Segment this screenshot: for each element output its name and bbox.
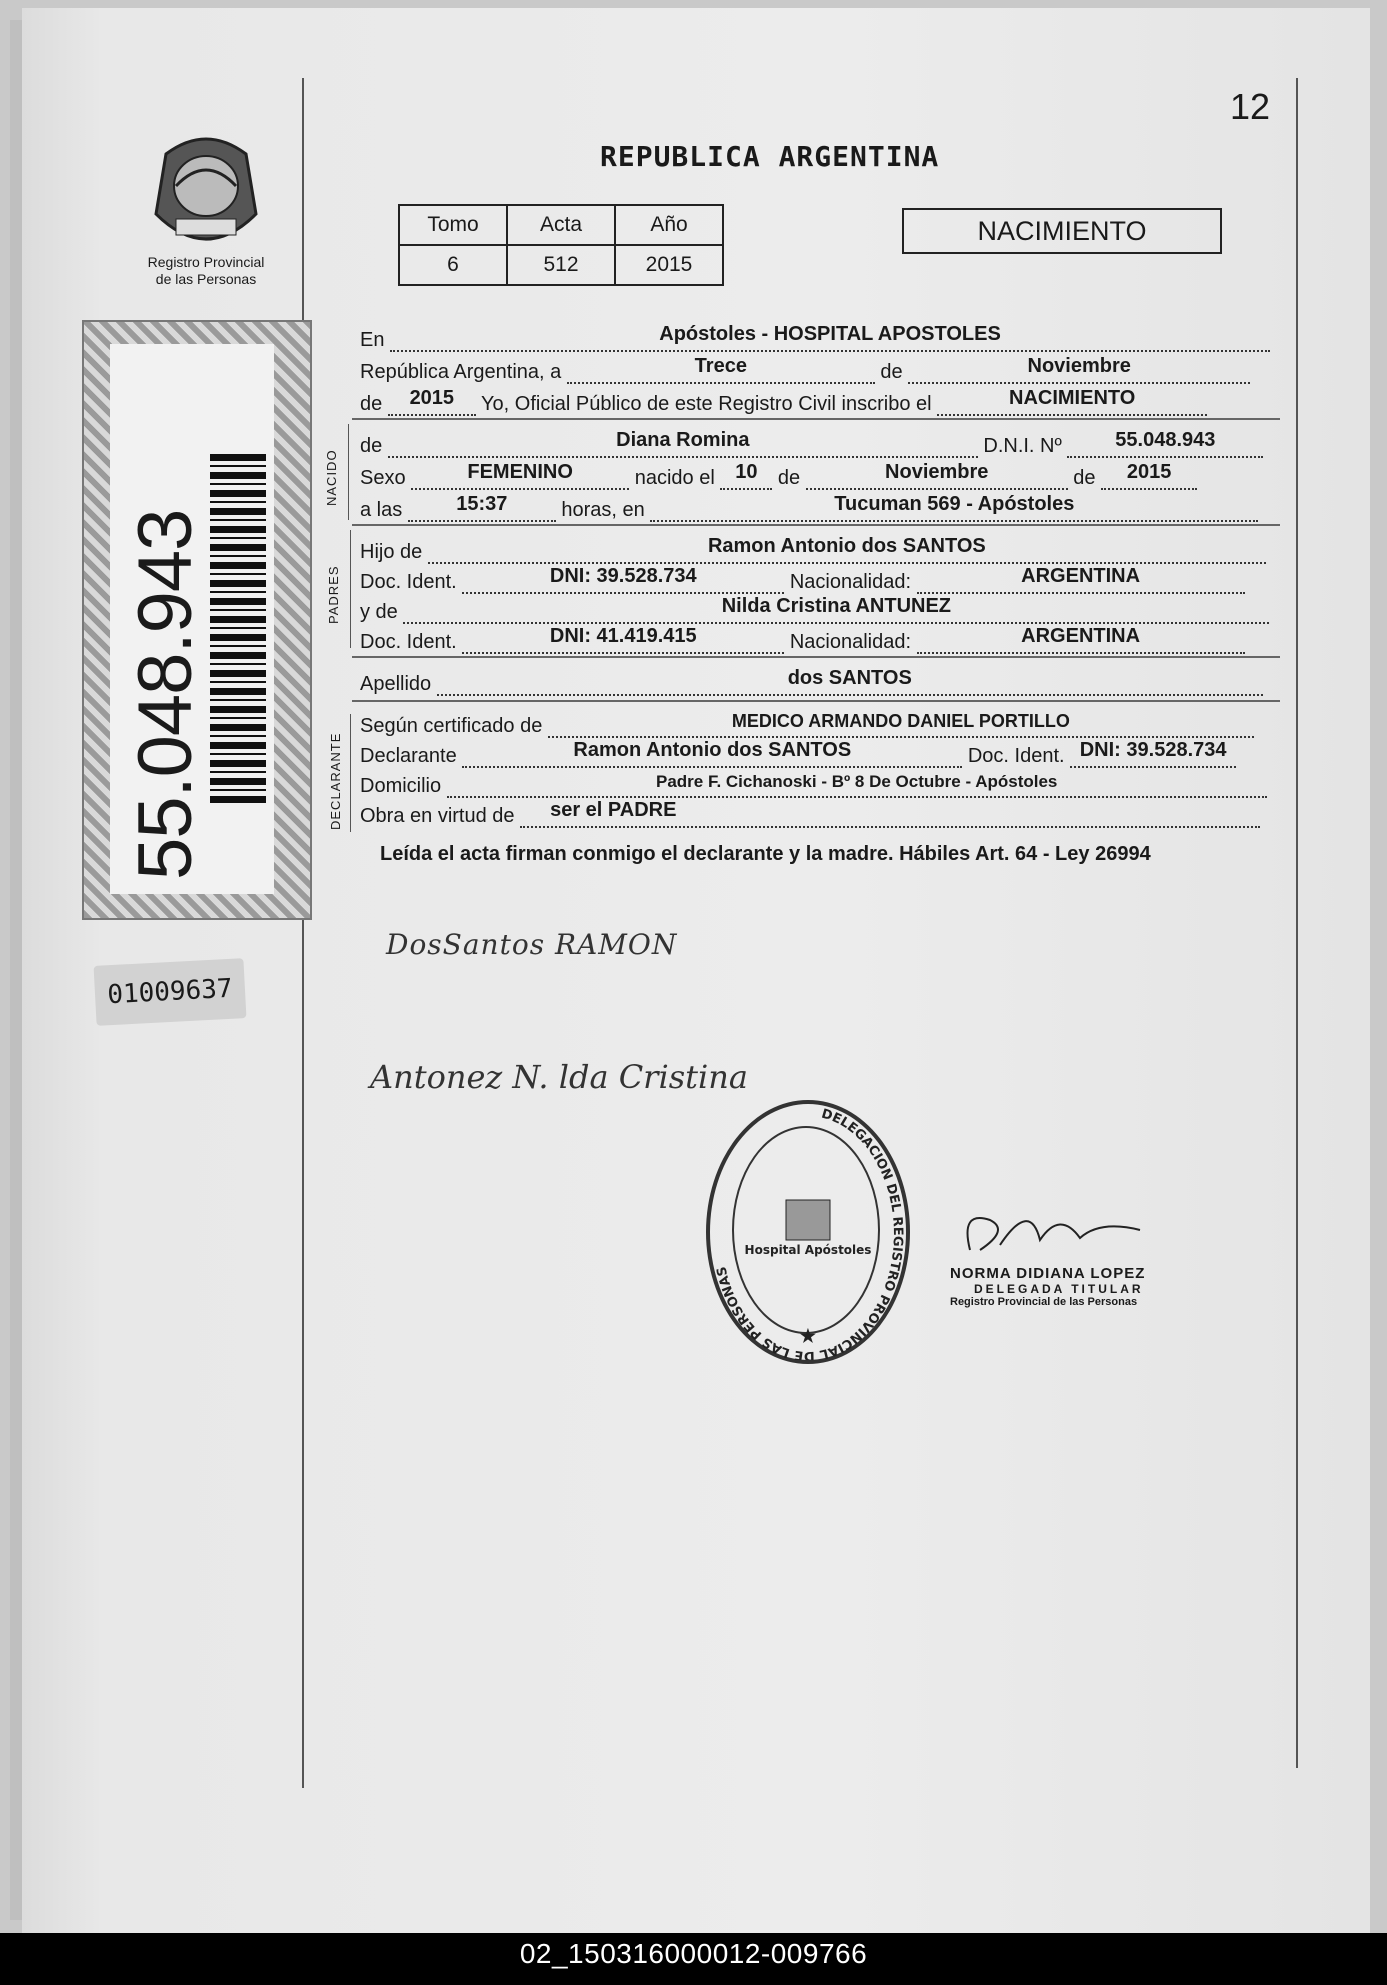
- value-madre-nac: ARGENTINA: [1021, 625, 1141, 647]
- legal-note: Leída el acta firman conmigo el declarante y la madre. Hábiles Art. 64 - Ley 26994: [380, 843, 1151, 865]
- divider-1: [352, 418, 1280, 420]
- row-padre-doc: [360, 565, 1245, 594]
- label-madre-nac: Nacionalidad:: [789, 631, 912, 653]
- value-apellido: dos SANTOS: [787, 667, 912, 689]
- value-padre: Ramon Antonio dos SANTOS: [707, 535, 986, 557]
- field-nombre: [388, 429, 978, 458]
- label-padre-nac: Nacionalidad:: [789, 571, 912, 593]
- divider-3: [352, 656, 1280, 658]
- row-apellido: [360, 667, 1263, 696]
- label-nacido: nacido el: [634, 467, 715, 489]
- field-month: [908, 355, 1250, 384]
- label-de-year: de: [360, 393, 383, 415]
- field-year: [388, 387, 476, 416]
- value-nombre: Diana Romina: [616, 429, 750, 451]
- field-day: [567, 355, 875, 384]
- value-hora: 15:37: [456, 493, 508, 515]
- barcode-dni-number: 55.048.943: [123, 509, 208, 880]
- field-obra: [520, 799, 1260, 828]
- row-declarante: [360, 739, 1236, 768]
- label-dni: D.N.I. Nº: [983, 435, 1062, 457]
- row-certificado: [360, 712, 1254, 738]
- book-value-acta: 512: [507, 245, 615, 285]
- registry-label-line1: Registro Provincial: [147, 254, 265, 270]
- field-padre-nac: [917, 565, 1245, 594]
- official-signature-block: [950, 1200, 1210, 1308]
- value-dni: 55.048.943: [1115, 429, 1216, 451]
- official-org: Registro Provincial de las Personas: [950, 1296, 1138, 1308]
- document-title: REPUBLICA ARGENTINA: [600, 140, 940, 173]
- official-name: NORMA DIDIANA LOPEZ: [950, 1265, 1146, 1282]
- value-padre-doc: DNI: 39.528.734: [549, 565, 697, 587]
- row-nombre: [360, 429, 1263, 458]
- label-de-nombre: de: [360, 435, 383, 457]
- field-en: [390, 323, 1270, 352]
- section-bar-padres: [350, 530, 351, 648]
- value-day: Trece: [694, 355, 747, 377]
- field-madre-doc: [462, 625, 784, 654]
- mother-signature: Antonez N. lda Cristina: [370, 1058, 748, 1096]
- value-year: 2015: [409, 387, 455, 409]
- registry-label-line2: de las Personas: [155, 271, 257, 287]
- scan-file-id: 02_150316000012-009766: [519, 1938, 868, 1969]
- field-lugar: [650, 493, 1258, 522]
- value-month: Noviembre: [1027, 355, 1131, 377]
- label-de-byear: de: [1073, 467, 1096, 489]
- field-madre: [403, 595, 1269, 624]
- row-sexo: [360, 461, 1197, 490]
- book-header-anio: Año: [615, 205, 723, 245]
- father-signature: DosSantos RAMON: [386, 928, 678, 961]
- value-certificado: MEDICO ARMANDO DANIEL PORTILLO: [731, 711, 1070, 731]
- value-en: Apóstoles - HOSPITAL APOSTOLES: [659, 323, 1001, 345]
- field-inscribo: [937, 387, 1207, 416]
- value-inscribo: NACIMIENTO: [1009, 387, 1136, 409]
- label-en: En: [360, 329, 385, 351]
- section-bar-declarante: [350, 714, 351, 832]
- label-yde: y de: [360, 601, 398, 623]
- row-obra: [360, 799, 1260, 828]
- official-signature-scribble: [950, 1200, 1150, 1260]
- row-hora: [360, 493, 1258, 522]
- barcode-sticker: [82, 320, 312, 920]
- book-value-anio: 2015: [615, 245, 723, 285]
- value-sexo: FEMENINO: [467, 461, 573, 483]
- field-madre-nac: [917, 625, 1245, 654]
- registry-label: [130, 254, 282, 288]
- row-madre: [360, 595, 1269, 624]
- label-obra: Obra en virtud de: [360, 805, 515, 827]
- seal-text: [710, 1104, 906, 1360]
- registry-seal: [706, 1100, 910, 1364]
- field-sexo: [411, 461, 629, 490]
- label-declarante: Declarante: [360, 745, 457, 767]
- value-madre: Nilda Cristina ANTUNEZ: [721, 595, 952, 617]
- value-padre-nac: ARGENTINA: [1021, 565, 1141, 587]
- field-birth-month: [806, 461, 1068, 490]
- field-birth-day: [720, 461, 772, 490]
- official-role: DELEGADA TITULAR: [974, 1282, 1144, 1296]
- value-madre-doc: DNI: 41.419.415: [549, 625, 697, 647]
- book-header-acta: Acta: [507, 205, 615, 245]
- book-header-tomo: Tomo: [399, 205, 507, 245]
- record-type-box: NACIMIENTO: [902, 208, 1222, 254]
- province-crest-logo: [146, 124, 266, 254]
- value-obra: ser el PADRE: [550, 799, 677, 821]
- label-madre-doc: Doc. Ident.: [360, 631, 457, 653]
- value-declarante: Ramon Antonio dos SANTOS: [573, 739, 852, 761]
- field-dni: [1067, 429, 1263, 458]
- field-domicilio: [447, 772, 1267, 798]
- field-birth-year: [1101, 461, 1197, 490]
- row-madre-doc: [360, 625, 1245, 654]
- value-birth-year: 2015: [1126, 461, 1172, 483]
- value-birth-month: Noviembre: [885, 461, 989, 483]
- barcode-label: [110, 344, 274, 894]
- row-domicilio: [360, 772, 1267, 798]
- field-declarante-doc: [1070, 739, 1236, 768]
- control-number-stamp: 01009637: [94, 958, 247, 1026]
- page-number: 12: [1230, 86, 1271, 127]
- book-reference-table: [398, 204, 724, 286]
- label-sexo: Sexo: [360, 467, 406, 489]
- field-declarante: [462, 739, 962, 768]
- label-republica: República Argentina, a: [360, 361, 562, 383]
- side-label-padres: PADRES: [326, 565, 341, 624]
- label-domicilio: Domicilio: [360, 775, 442, 797]
- row-padre: [360, 535, 1266, 564]
- value-lugar: Tucuman 569 - Apóstoles: [834, 493, 1075, 515]
- value-birth-day: 10: [735, 461, 758, 483]
- label-certificado: Según certificado de: [360, 715, 543, 737]
- divider-4: [352, 700, 1280, 702]
- label-horas: horas, en: [561, 499, 645, 521]
- label-inscribo: Yo, Oficial Público de este Registro Civil inscribo el: [481, 393, 932, 415]
- field-hora: [408, 493, 556, 522]
- label-padre-doc: Doc. Ident.: [360, 571, 457, 593]
- seal-inner-text: Hospital Apóstoles: [744, 1243, 872, 1257]
- divider-2: [352, 524, 1280, 526]
- barcode-bars-icon: [210, 454, 266, 804]
- section-bar-nacido: [348, 424, 349, 520]
- side-label-nacido: NACIDO: [324, 449, 339, 506]
- svg-text:★: ★: [799, 1326, 817, 1346]
- field-padre: [428, 535, 1266, 564]
- row-en: [360, 323, 1270, 352]
- seal-outer-text: DELEGACION DEL REGISTRO PROVINCIAL DE LAS PERSONAS: [714, 1106, 906, 1360]
- field-padre-doc: [462, 565, 784, 594]
- label-hijo: Hijo de: [360, 541, 423, 563]
- book-value-tomo: 6: [399, 245, 507, 285]
- label-declarante-doc: Doc. Ident.: [967, 745, 1065, 767]
- label-de-bmonth: de: [777, 467, 801, 489]
- row-republica: [360, 355, 1250, 384]
- label-apellido: Apellido: [360, 673, 432, 695]
- label-alas: a las: [360, 499, 403, 521]
- value-declarante-doc: DNI: 39.528.734: [1079, 739, 1227, 761]
- label-de-month: de: [880, 361, 903, 383]
- value-domicilio: Padre F. Cichanoski - Bº 8 De Octubre - Apóstoles: [655, 772, 1058, 791]
- field-apellido: [437, 667, 1263, 696]
- margin-line-right: [1296, 78, 1298, 1768]
- row-inscribo: [360, 387, 1207, 416]
- field-certificado: [548, 712, 1254, 738]
- side-label-declarante: DECLARANTE: [328, 732, 343, 830]
